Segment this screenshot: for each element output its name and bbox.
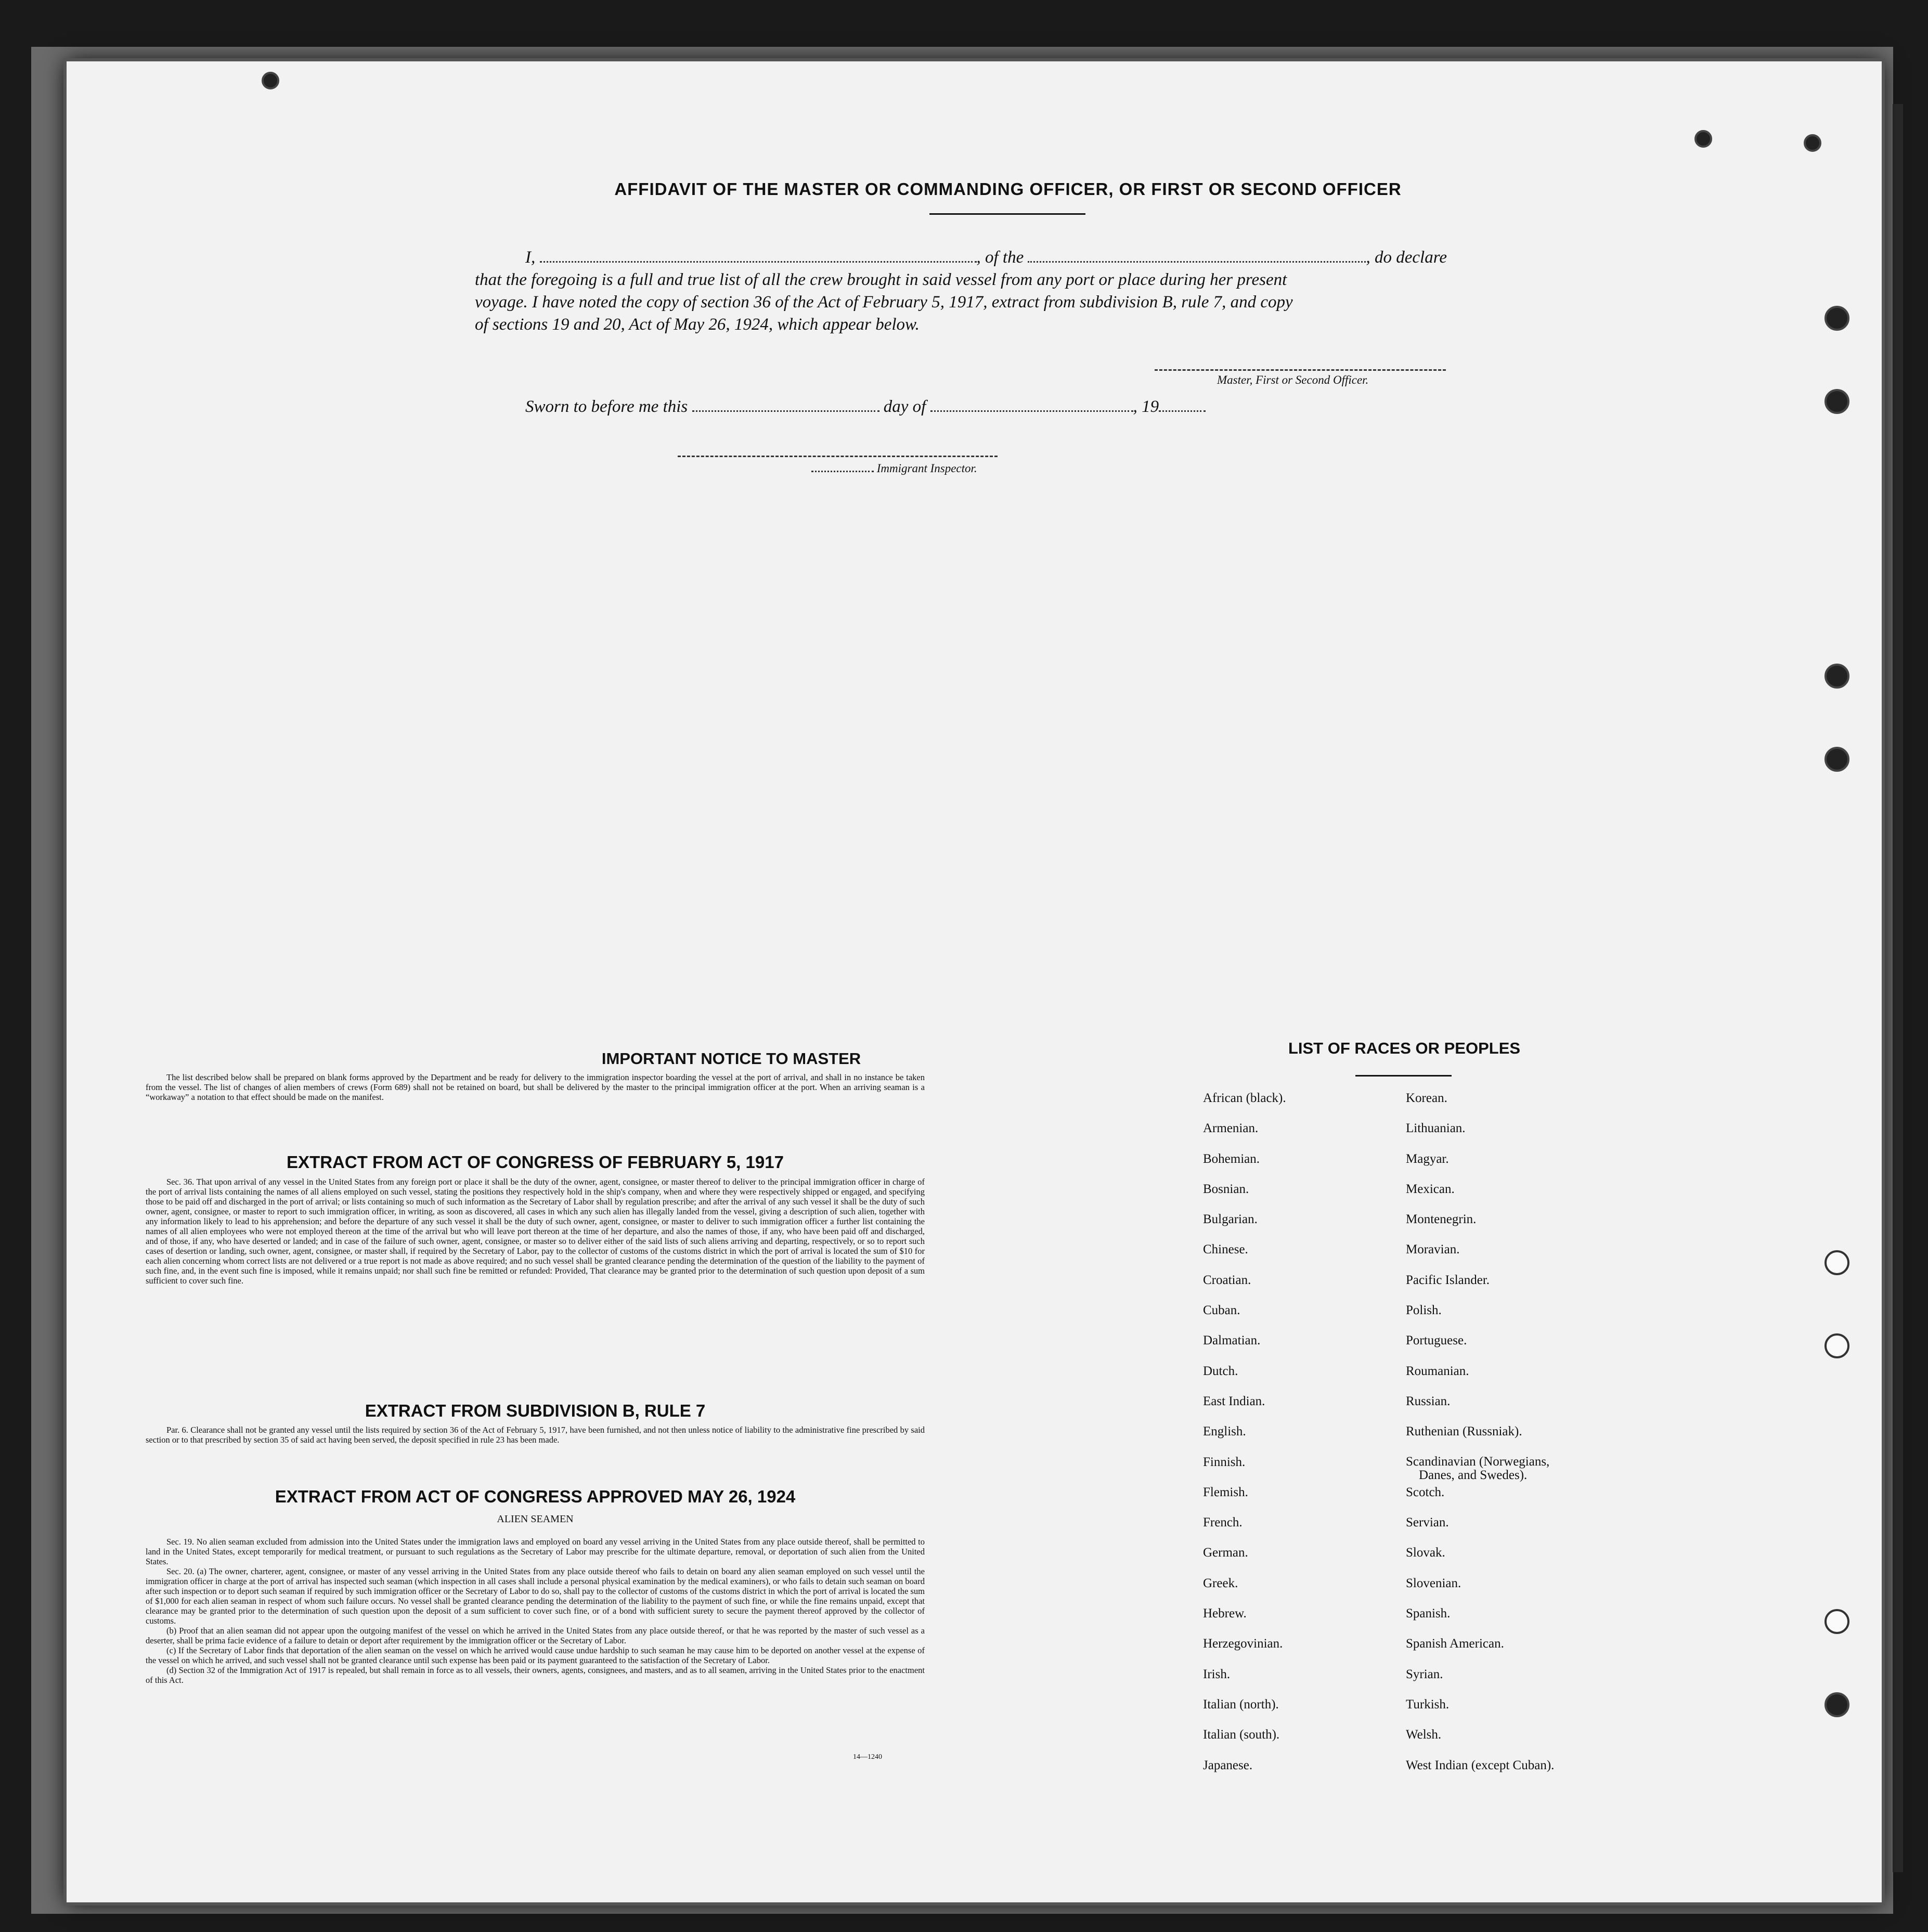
sworn-year-field[interactable] xyxy=(1159,410,1206,412)
sworn-day-field[interactable] xyxy=(692,410,879,412)
punch-hole xyxy=(1804,134,1821,152)
race-item: Turkish. xyxy=(1406,1697,1450,1711)
races-right-column xyxy=(1406,1091,1554,1788)
race-item: Irish. xyxy=(1203,1667,1231,1681)
declare-label: , do declare xyxy=(1366,248,1447,267)
race-item: Bohemian. xyxy=(1203,1151,1260,1166)
race-item: Bosnian. xyxy=(1203,1182,1249,1196)
sec-20b-paragraph: (b) Proof that an alien seaman did not appear upon the outgoing manifest of the vessel on which he arrived in the United States from any place outside thereof, or that he was reported by the master of such vessel as a deserter, shall be prima facie evidence of a failure to detain or deport after requirement by the immigration officer or the Secretary of Labor. xyxy=(146,1626,925,1645)
affidavit-title: AFFIDAVIT OF THE MASTER OR COMMANDING OFFICER, OR FIRST OR SECOND OFFICER xyxy=(614,179,1402,199)
race-item: Italian (north). xyxy=(1203,1697,1279,1711)
extract-1924-title: EXTRACT FROM ACT OF CONGRESS APPROVED MAY 26, 1924 xyxy=(275,1487,796,1506)
race-item: Slovenian. xyxy=(1406,1576,1461,1590)
race-item: Italian (south). xyxy=(1203,1728,1280,1742)
race-item: Korean. xyxy=(1406,1091,1447,1105)
race-item: Roumanian. xyxy=(1406,1364,1469,1378)
race-item: Flemish. xyxy=(1203,1485,1248,1499)
inspector-name-dots xyxy=(811,471,874,472)
race-item: Herzegovinian. xyxy=(1203,1637,1283,1651)
races-title: LIST OF RACES OR PEOPLES xyxy=(1288,1039,1521,1057)
races-title-rule xyxy=(1355,1075,1452,1077)
race-item: Magyar. xyxy=(1406,1151,1449,1166)
race-item: English. xyxy=(1203,1424,1246,1439)
race-item: Dalmatian. xyxy=(1203,1333,1261,1348)
punch-hole xyxy=(1825,1250,1849,1275)
race-item: West Indian (except Cuban). xyxy=(1406,1758,1555,1772)
sworn-month-field[interactable] xyxy=(930,410,1133,412)
sec-20c-paragraph: (c) If the Secretary of Labor finds that deportation of the alien seaman on the vessel on which he arrived would cause undue hardship to such seaman he may cause him to be deported on another vessel at the expense of the vessel on which he arrived, and such vessel shall not be granted clearance until such expense has been paid or its payment guaranteed to the satisfaction of the Secretary of Labor. xyxy=(146,1645,925,1665)
race-item: Pacific Islander. xyxy=(1406,1273,1490,1287)
race-item: Chinese. xyxy=(1203,1242,1248,1257)
race-item: Syrian. xyxy=(1406,1667,1443,1681)
affidavit-line-4: of sections 19 and 20, Act of May 26, 1924, which appear below. xyxy=(475,315,920,334)
punch-hole xyxy=(1825,1609,1849,1634)
race-item: Portuguese. xyxy=(1406,1333,1467,1348)
race-item: Hebrew. xyxy=(1203,1606,1247,1621)
race-item: German. xyxy=(1203,1546,1248,1560)
par-6-paragraph: Par. 6. Clearance shall not be granted any vessel until the lists required by section 36 of the Act of February 5, 1917, have been furnished, and not then unless notice of liability to the administrative fine prescribed by said section or to that prescribed by section 35 of said act having been served, the deposit specified in rule 23 has been made. xyxy=(146,1425,925,1445)
race-item: Finnish. xyxy=(1203,1455,1246,1469)
race-item: Armenian. xyxy=(1203,1121,1259,1136)
day-of-label: day of xyxy=(883,397,926,416)
race-item: Mexican. xyxy=(1406,1182,1455,1196)
affidavit-line-2: that the foregoing is a full and true list of all the crew brought in said vessel from any port or place during her present xyxy=(475,270,1287,289)
race-item: Servian. xyxy=(1406,1515,1449,1530)
master-signature-field[interactable] xyxy=(1155,368,1446,371)
inspector-label xyxy=(811,462,977,475)
form-number: 14—1240 xyxy=(853,1753,882,1761)
punch-hole xyxy=(1825,1692,1849,1717)
race-item: Ruthenian (Russniak). xyxy=(1406,1424,1522,1439)
race-item: African (black). xyxy=(1203,1091,1286,1105)
punch-hole xyxy=(262,72,279,89)
race-item: Slovak. xyxy=(1406,1546,1445,1560)
race-item: Scandinavian (Norwegians, xyxy=(1406,1454,1550,1469)
extract-1917-text xyxy=(146,1177,925,1286)
race-item: Russian. xyxy=(1406,1394,1451,1408)
race-item: Greek. xyxy=(1203,1576,1238,1590)
sec-20a-paragraph: Sec. 20. (a) The owner, charterer, agent, consignee, or master of any vessel arriving in the United States from any place outside thereof who fails to detain on board any alien seaman employed on such vessel until the immigration officer in charge at the port of arrival has inspected such seaman (which inspection in all cases shall include a personal physical examination by the medical examiners), or who fails to detain such seaman on board after such inspection or to deport such seaman if required by such immigration officer or the Secretary of Labor to do so, shall pay to the collector of customs of the customs district in which the port of arrival is located the sum of $1,000 for each alien seaman in respect of whom such failure occurs. No vessel shall be granted clearance pending the determination of the liability to the payment of such fine, or while the fine remains unpaid, except that clearance may be granted prior to the determination of such question upon the deposit of a sum sufficient to cover such fine, or of a bond with sufficient surety to secure the payment thereof approved by the collector of customs. xyxy=(146,1566,925,1626)
race-item: Welsh. xyxy=(1406,1728,1442,1742)
race-item: Croatian. xyxy=(1203,1273,1251,1287)
declarant-name-field[interactable] xyxy=(540,261,977,263)
declarant-label: I, xyxy=(525,248,536,267)
punch-hole xyxy=(1825,389,1849,414)
vessel-label: , of the xyxy=(976,248,1024,267)
inspector-label-text: Immigrant Inspector. xyxy=(876,462,977,475)
extract-1917-title: EXTRACT FROM ACT OF CONGRESS OF FEBRUARY 5, 1917 xyxy=(287,1152,784,1172)
sworn-line xyxy=(525,397,1206,417)
inspector-signature-field[interactable] xyxy=(678,455,998,457)
vessel-name-field[interactable] xyxy=(1028,261,1366,263)
affidavit-line-3: voyage. I have noted the copy of section 36 of the Act of February 5, 1917, extract from subdivision B, rule 7, and copy xyxy=(475,293,1293,312)
rule-7-title: EXTRACT FROM SUBDIVISION B, RULE 7 xyxy=(365,1401,706,1420)
punch-hole xyxy=(1825,1333,1849,1358)
master-signature-label: Master, First or Second Officer. xyxy=(1217,373,1369,386)
title-rule xyxy=(929,213,1085,215)
punch-hole xyxy=(1825,747,1849,772)
extract-1924-text xyxy=(146,1537,925,1685)
binder-edge xyxy=(1893,104,1903,1872)
races-left-column xyxy=(1203,1091,1286,1788)
punch-hole xyxy=(1694,130,1712,148)
race-item: Scotch. xyxy=(1406,1485,1445,1499)
race-item: Spanish. xyxy=(1406,1606,1451,1621)
race-item: Danes, and Swedes). xyxy=(1419,1468,1528,1482)
race-item: Montenegrin. xyxy=(1406,1212,1477,1227)
sec-19-paragraph: Sec. 19. No alien seaman excluded from admission into the United States under the immigration laws and employed on board any vessel arriving in the United States from any place outside thereof, shall be permitted to land in the United States, except temporarily for medical treatment, or pursuant to such regulations as the Secretary of Labor may prescribe for the ultimate departure, removal, or deportation of such alien from the United States. xyxy=(146,1537,925,1566)
section-36-paragraph: Sec. 36. That upon arrival of any vessel in the United States from any foreign port or place it shall be the duty of the owner, agent, consignee, or master thereof to deliver to the principal immigration officer in charge of the port of arrival lists containing the names of all aliens employed on such vessel, stating the positions they respectively hold in the ship's company, when and where they were respectively shipped or engaged, and specifying those to be paid off and discharged in the port of arrival; or lists containing so much of such information as the Secretary of Labor shall by regulation prescribe; and after the arrival of any such vessel it shall be the duty of such owner, agent, consignee, or master to report to such immigration officer, in writing, as soon as discovered, all cases in which any such alien has illegally landed from the vessel, giving a description of such alien, together with any information likely to lead to his apprehension; and before the departure of any such vessel it shall be the duty of such owner, agent, consignee, or master to deliver to such immigration officer a further list containing the names of all alien employees who were not employed thereon at the time of the arrival but who will leave port thereon at the time of her departure, and also the names of those, if any, who have been paid off and discharged, and of those, if any, who have deserted or landed; and in case of the failure of such owner, agent, consignee, or master so to deliver either of the said lists of such aliens arriving and departing, respectively, or so to report such cases of desertion or landing, such owner, agent, consignee, or master shall, if required by the Secretary of Labor, pay to the collector of customs of the customs district in which the port of arrival is located the sum of $10 for each alien concerning whom correct lists are not delivered or a true report is not made as above required; and no such vessel shall be granted clearance pending the determination of the question of the liability to the payment of such fine, and, in the event such fine is imposed, while it remains unpaid; nor shall such fine be remitted or refunded: Provided, That clearance may be granted prior to the determination of such question upon deposit of a sum sufficient to cover such fine. xyxy=(146,1177,925,1286)
rule-7-text xyxy=(146,1425,925,1445)
affidavit-line-1 xyxy=(525,248,1447,267)
race-item: Cuban. xyxy=(1203,1303,1240,1318)
alien-seamen-subtitle: ALIEN SEAMEN xyxy=(497,1513,574,1525)
year-label: , 19 xyxy=(1133,397,1159,416)
race-item-multiline xyxy=(1406,1455,1554,1485)
punch-hole xyxy=(1825,664,1849,689)
race-item: Polish. xyxy=(1406,1303,1442,1318)
race-item: French. xyxy=(1203,1515,1243,1530)
race-item: Spanish American. xyxy=(1406,1637,1504,1651)
notice-title: IMPORTANT NOTICE TO MASTER xyxy=(601,1049,861,1068)
race-item: Lithuanian. xyxy=(1406,1121,1466,1136)
sec-20d-paragraph: (d) Section 32 of the Immigration Act of 1917 is repealed, but shall remain in force as to all vessels, their owners, agents, consignees, and masters, and as to all seamen, arriving in the United States prior to the enactment of this Act. xyxy=(146,1665,925,1685)
notice-text xyxy=(146,1072,925,1102)
race-item: Dutch. xyxy=(1203,1364,1238,1378)
race-item: East Indian. xyxy=(1203,1394,1265,1408)
punch-hole xyxy=(1825,306,1849,331)
race-item: Moravian. xyxy=(1406,1242,1460,1257)
notice-paragraph: The list described below shall be prepared on blank forms approved by the Department and be ready for delivery to the immigration inspector boarding the vessel at the port of arrival, and shall in no instance be taken from the vessel. The list of changes of alien members of crews (Form 689) shall not be retained on board, but shall be delivered by the master to the principal immigration officer at the port. When an arriving seaman is a “workaway” a notation to that effect should be made on the manifest. xyxy=(146,1072,925,1102)
race-item: Japanese. xyxy=(1203,1758,1253,1772)
race-item: Bulgarian. xyxy=(1203,1212,1258,1227)
sworn-label: Sworn to before me this xyxy=(525,397,688,416)
